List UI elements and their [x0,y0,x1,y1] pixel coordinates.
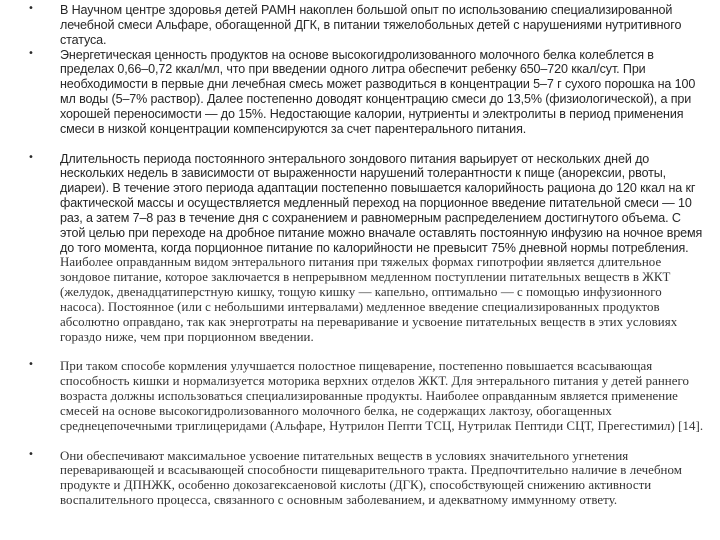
bullet-marker: • [28,359,34,371]
bullet-list [26,3,706,508]
bullet-paragraph [60,152,706,360]
bullet-item-5 [26,449,706,508]
bullet-paragraph [60,359,706,448]
paragraph-text: Длительность периода постоянного энтерального зондового питания варьирует от нескольких дней до нескольких недель в зависимости от выраженности нарушений толерантности к пище (анорексии, рвоты, диареи). В течение этого периода адаптации постепенно повышается калорийность рациона до 120 ккал на кг фактической массы и осуществляется медленный переход на порционное введение питательной смеси — 10 раз, а затем 7–8 раз в течение дня с сохранением и равномерным распределением достигнутого объема. С этой целью при переходе на дробное питание можно вначале оставлять постоянную инфузию на ночное время до того момента, когда порционное питание по калорийности не превысит 75% дневной нормы потребления. [60,151,703,255]
paragraph-text: Они обеспечивают максимальное усвоение питательных веществ в условиях значительного угнетения переваривающей и всасывающей способности пищеварительного тракта. Предпочтительно наличие в лечебном продукте и ДПНЖК, особенно докозагексаеновой кислоты (ДГК), способствующей снижению активности воспалительного процесса, связанного с основным заболеванием, и адекватному иммунному ответу. [60,448,682,508]
bullet-marker: • [28,448,34,460]
bullet-item-1 [26,3,706,48]
paragraph-text: Энергетическая ценность продуктов на основе высокогидролизованного молочного белка колеблется в пределах 0,66–0,72 ккал/мл, что при введении одного литра обеспечит ребенку 650–720 ккал/сут. При необходимости в первые дни лечебная смесь может разводиться в концентрации 5–7 г сухого порошка на 100 мл воды (5–7% раствор). Далее постепенно доводят концентрацию смеси до 13,5% (физиологической), а при хорошей переносимости — до 15%. Недостающие калории, нутриенты и электролиты в период применения смеси в низкой концентрации компенсируются за счет парентерального питания. [60,47,696,136]
bullet-paragraph [60,3,706,48]
bullet-paragraph [60,449,706,508]
bullet-item-3 [26,152,706,360]
bullet-marker: • [28,47,34,59]
bullet-marker: • [28,151,34,163]
bullet-item-2 [26,48,706,152]
bullet-marker: • [28,3,34,14]
bullet-item-4 [26,359,706,448]
paragraph-text-serif: Наиболее оправданным видом энтерального питания при тяжелых формах гипотрофии является длительное зондовое питание, которое заключается в непрерывном медленном поступлении питательных веществ в ЖКТ (желудок, двенадцатиперстную кишку, тощую кишку — капельно, оптимально — с помощью инфузионного насоса). Постоянное (или с небольшими интервалами) медленное введение специализированных продуктов абсолютно оправдано, так как энерготраты на переваривание и усвоение питательных веществ в этих условиях гораздо ниже, чем при порционном введении. [60,255,678,344]
bullet-paragraph [60,48,706,152]
paragraph-text: В Научном центре здоровья детей РАМН накоплен большой опыт по использованию специализированной лечебной смеси Альфаре, обогащенной ДГК, в питании тяжелобольных детей с нарушениями нутритивного статуса. [60,3,682,47]
paragraph-text: При таком способе кормления улучшается полостное пищеварение, постепенно повышается всасывающая способность кишки и нормализуется моторика верхних отделов ЖКТ. Для энтерального питания у детей раннего возраста должны использоваться специализированные продукты. Наиболее оправданным является применение смесей на основе высокогидролизованного молочного белка, не содержащих лактозу, обогащенных среднецепочечными триглицеридами (Альфаре, Нутрилон Пепти ТСЦ, Нутрилак Пептиди СЦТ, Прегестимил) [14]. [60,359,704,433]
